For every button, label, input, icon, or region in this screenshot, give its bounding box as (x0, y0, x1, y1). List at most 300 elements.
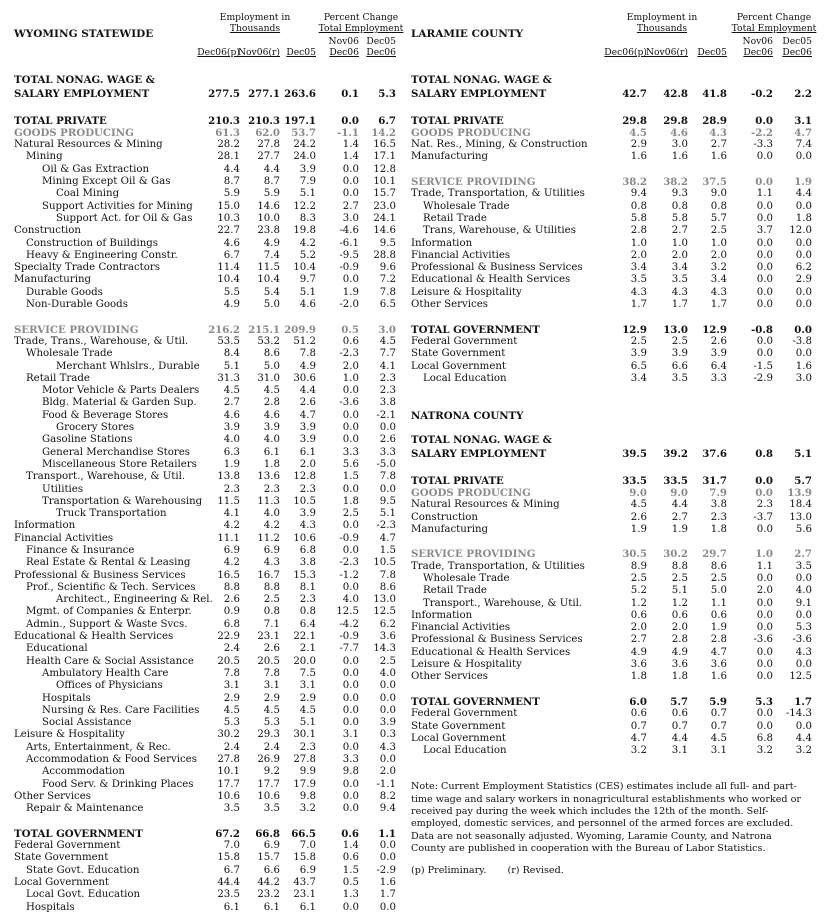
row-label: Federal Government (411, 708, 518, 720)
row-value: 42.7 (622, 88, 647, 101)
table-row (411, 671, 816, 683)
row-label: Information (411, 237, 473, 249)
table-row (411, 324, 816, 336)
row-value: 5.7 (670, 695, 688, 708)
row-value: 3.5 (630, 274, 647, 286)
row-value: 2.5 (671, 335, 688, 347)
row-label: Financial Activities (411, 622, 511, 634)
row-value: 3.5 (263, 803, 280, 815)
row-label: State Govt. Education (26, 864, 140, 876)
row-value: 17.7 (217, 778, 240, 790)
table-row (411, 225, 816, 237)
row-value: 10.1 (217, 766, 240, 778)
row-value: 14.2 (371, 126, 396, 139)
row-label: Other Services (411, 299, 488, 311)
row-value: 4.6 (263, 409, 280, 421)
row-value: 14.3 (373, 643, 396, 655)
row-value: 0.0 (379, 422, 396, 434)
row-spacer (411, 462, 816, 474)
row-value: 6.5 (630, 360, 647, 372)
row-label: Leisure & Hospitality (14, 729, 125, 741)
row-value: 1.1 (756, 560, 773, 572)
employment-label: Employment in (219, 12, 291, 23)
row-value: 3.1 (671, 745, 688, 757)
row-value: 3.4 (630, 372, 647, 384)
table-row (411, 188, 816, 200)
row-value: 5.9 (709, 695, 727, 708)
row-value: -2.0 (339, 299, 359, 311)
table-row (411, 88, 816, 102)
row-label: Local Government (411, 360, 507, 372)
row-value: 6.6 (263, 864, 280, 876)
row-value: 2.0 (630, 622, 647, 634)
row-label: Educational & Health Services (411, 646, 571, 658)
row-value: 4.4 (671, 732, 688, 744)
row-value: 1.6 (710, 671, 727, 683)
row-value: 3.1 (263, 680, 280, 692)
table-row (14, 668, 400, 680)
row-value: 30.2 (217, 729, 240, 741)
row-value: 4.3 (263, 557, 280, 569)
row-value: 5.6 (795, 523, 812, 535)
row-label: Motor Vehicle & Parts Dealers (42, 385, 200, 397)
row-value: 2.7 (710, 139, 727, 151)
row-label: Truck Transportation (56, 508, 167, 520)
table-row (411, 213, 816, 225)
row-value: 4.9 (299, 360, 316, 372)
row-value: 0.0 (342, 667, 359, 679)
nov06-label: Nov06 (742, 36, 773, 47)
row-value: 1.3 (342, 889, 359, 901)
row-value: 0.8 (710, 200, 727, 212)
row-value: 2.3 (756, 499, 773, 511)
row-value: 8.8 (263, 581, 280, 593)
row-value: 10.4 (257, 274, 280, 286)
row-value: 4.5 (379, 335, 396, 347)
row-value: 3.9 (299, 163, 316, 175)
row-value: 3.9 (223, 422, 240, 434)
table-row (411, 434, 816, 448)
row-value: 10.4 (217, 274, 240, 286)
row-label: GOODS PRODUCING (411, 486, 531, 499)
row-value: 27.8 (293, 754, 316, 766)
row-value: 22.1 (293, 631, 316, 643)
table-row (411, 238, 816, 250)
row-value: 8.7 (263, 176, 280, 188)
row-value: 1.7 (710, 299, 727, 311)
row-value: 4.9 (223, 299, 240, 311)
row-value: -6.1 (339, 237, 359, 249)
row-value: 2.4 (263, 741, 280, 753)
row-value: 6.8 (756, 732, 773, 744)
row-value: 33.5 (622, 474, 647, 487)
row-value: 0.0 (756, 237, 773, 249)
row-value: 31.0 (257, 372, 280, 384)
col-header: Dec06(p) (604, 47, 647, 58)
row-value: 2.8 (671, 634, 688, 646)
row-value: 6.3 (223, 446, 240, 458)
col-header: Dec06 (366, 47, 396, 58)
row-label: State Government (14, 852, 109, 864)
row-label: State Government (411, 348, 506, 360)
row-value: 10.3 (217, 212, 240, 224)
row-value: 0.1 (341, 88, 359, 101)
row-value: 28.9 (702, 114, 727, 127)
row-value: -2.9 (753, 372, 773, 384)
row-value: 44.4 (217, 877, 240, 888)
table-row (14, 287, 400, 299)
table-row (14, 545, 400, 557)
row-value: 4.2 (223, 557, 240, 569)
row-value: 1.5 (379, 544, 396, 556)
row-value: -1.5 (753, 360, 773, 372)
row-value: 16.5 (373, 139, 396, 151)
row-value: 8.6 (263, 348, 280, 360)
row-value: 0.0 (795, 299, 812, 311)
row-value: 66.8 (255, 827, 280, 840)
row-value: 8.6 (710, 560, 727, 572)
row-value: 277.1 (248, 88, 280, 101)
row-value: 17.9 (293, 778, 316, 790)
row-spacer (14, 62, 400, 74)
row-value: 2.0 (710, 249, 727, 261)
row-value: 5.0 (710, 585, 727, 597)
table-row (14, 557, 400, 569)
row-value: 0.7 (710, 708, 727, 720)
row-value: 10.6 (293, 532, 316, 544)
row-value: 19.8 (293, 225, 316, 237)
table-row (14, 508, 400, 520)
row-value: 5.1 (794, 448, 812, 461)
row-value: -3.6 (753, 634, 773, 646)
row-value: -3.8 (792, 335, 812, 347)
table-row (411, 598, 816, 610)
row-value: 197.1 (284, 114, 316, 127)
row-value: 2.7 (630, 634, 647, 646)
row-label: Information (14, 520, 76, 532)
row-value: 20.0 (293, 655, 316, 667)
table-row (411, 548, 816, 560)
row-value: 18.4 (789, 499, 812, 511)
row-value: 6.7 (223, 249, 240, 261)
row-value: 0.0 (379, 680, 396, 692)
row-value: 9.7 (299, 274, 316, 286)
row-value: 6.9 (299, 864, 316, 876)
row-value: 1.0 (342, 372, 359, 384)
table-rows (14, 62, 400, 914)
row-value: 0.0 (342, 778, 359, 790)
table-row (14, 729, 400, 741)
table-row (14, 459, 400, 471)
pct-change-label: Percent Change (736, 12, 812, 23)
row-value: 38.2 (622, 176, 647, 189)
row-value: 4.4 (795, 188, 812, 200)
row-value: 3.9 (379, 717, 396, 729)
table-row (14, 201, 400, 213)
row-label: Food & Beverage Stores (42, 409, 169, 421)
row-value: 12.8 (373, 163, 396, 175)
row-spacer (411, 536, 816, 548)
row-value: 3.9 (299, 434, 316, 446)
row-value: 3.4 (630, 262, 647, 274)
row-value: 2.0 (299, 458, 316, 470)
row-value: 9.0 (629, 486, 647, 499)
row-value: 3.9 (710, 348, 727, 360)
row-value: 0.6 (630, 609, 647, 621)
row-value: 3.6 (710, 659, 727, 671)
table-row (14, 594, 400, 606)
row-value: 3.1 (223, 680, 240, 692)
row-label: Leisure & Hospitality (411, 659, 522, 671)
row-value: 0.0 (756, 572, 773, 584)
row-label: Social Assistance (42, 717, 132, 729)
row-value: 1.8 (671, 671, 688, 683)
row-label: Transport., Warehouse, & Util. (423, 597, 583, 609)
row-label: Financial Activities (411, 249, 511, 261)
row-value: 0.0 (379, 692, 396, 704)
row-value: 6.2 (379, 618, 396, 630)
row-value: 7.8 (379, 569, 396, 581)
row-spacer (14, 311, 400, 323)
row-value: 6.5 (379, 299, 396, 311)
row-value: 1.7 (630, 299, 647, 311)
row-label: Accommodation & Food Services (26, 754, 197, 766)
table-title: WYOMING STATEWIDE (14, 28, 154, 40)
row-value: 277.5 (208, 88, 240, 101)
row-value: 4.5 (223, 704, 240, 716)
row-value: 3.2 (710, 262, 727, 274)
row-value: 37.5 (702, 176, 727, 189)
row-value: 4.0 (342, 594, 359, 606)
row-value: 4.4 (263, 163, 280, 175)
row-value: 3.1 (794, 114, 812, 127)
row-value: 0.0 (756, 348, 773, 360)
row-value: 23.8 (257, 225, 280, 237)
row-value: 0.0 (756, 597, 773, 609)
row-value: 6.4 (710, 360, 727, 372)
row-value: 5.1 (299, 286, 316, 298)
row-value: 3.3 (710, 372, 727, 384)
row-value: 38.2 (663, 176, 688, 189)
row-value: 2.4 (223, 643, 240, 655)
row-value: -0.9 (339, 631, 359, 643)
employment-header (210, 12, 300, 34)
row-value: 4.5 (223, 385, 240, 397)
row-value: 0.0 (342, 483, 359, 495)
table-row (14, 705, 400, 717)
row-value: 1.9 (671, 523, 688, 535)
row-value: 27.8 (217, 754, 240, 766)
row-value: 7.4 (263, 249, 280, 261)
row-value: 30.5 (622, 548, 647, 561)
table-row (14, 643, 400, 655)
table-row (14, 373, 400, 385)
row-value: 4.3 (299, 520, 316, 532)
row-value: 22.9 (217, 631, 240, 643)
row-label: Local Government (411, 732, 507, 744)
row-spacer (411, 385, 816, 397)
row-label: Architect., Engineering & Rel. (56, 594, 213, 606)
row-value: 7.8 (379, 471, 396, 483)
row-value: 0.0 (795, 286, 812, 298)
row-value: 44.2 (257, 877, 280, 888)
table-row (411, 524, 816, 536)
row-value: 3.0 (342, 212, 359, 224)
row-value: 7.8 (379, 286, 396, 298)
table-row (411, 561, 816, 573)
row-value: 3.8 (299, 557, 316, 569)
row-value: 1.5 (342, 864, 359, 876)
row-value: 4.7 (710, 646, 727, 658)
row-label: TOTAL GOVERNMENT (411, 695, 540, 708)
row-value: 6.1 (299, 446, 316, 458)
row-label: Leisure & Hospitality (411, 286, 522, 298)
row-value: 11.2 (257, 532, 280, 544)
row-value: 4.2 (299, 237, 316, 249)
row-value: 2.6 (710, 335, 727, 347)
table-row (14, 471, 400, 483)
row-value: 3.9 (671, 348, 688, 360)
row-value: 3.3 (379, 446, 396, 458)
row-value: 16.5 (217, 569, 240, 581)
row-value: 3.3 (342, 754, 359, 766)
row-value: 0.5 (342, 877, 359, 888)
row-value: 9.8 (299, 790, 316, 802)
table-row (14, 754, 400, 766)
row-value: 1.1 (710, 597, 727, 609)
row-value: 1.0 (630, 237, 647, 249)
row-value: 8.9 (630, 560, 647, 572)
row-label: Trans, Warehouse, & Utilities (423, 225, 576, 237)
row-value: 7.8 (263, 667, 280, 679)
row-value: 9.4 (379, 803, 396, 815)
row-value: 5.5 (223, 286, 240, 298)
row-value: 0.7 (630, 720, 647, 732)
row-value: 4.6 (670, 126, 688, 139)
row-value: 67.2 (215, 827, 240, 840)
row-value: 6.4 (299, 618, 316, 630)
row-value: 4.0 (795, 585, 812, 597)
table-row (411, 622, 816, 634)
row-value: 14.6 (373, 225, 396, 237)
row-label: Wholesale Trade (26, 348, 113, 360)
row-value: 5.3 (755, 695, 773, 708)
row-value: -0.2 (751, 88, 773, 101)
row-value: 12.0 (789, 225, 812, 237)
row-value: 1.6 (710, 151, 727, 163)
row-value: 28.2 (217, 139, 240, 151)
row-value: 10.5 (373, 557, 396, 569)
row-value: 0.0 (755, 486, 773, 499)
row-value: 210.3 (248, 114, 280, 127)
row-value: 0.0 (756, 720, 773, 732)
row-value: 53.5 (217, 335, 240, 347)
row-value: 0.0 (756, 335, 773, 347)
row-label: Utilities (42, 483, 84, 495)
row-value: 4.4 (223, 163, 240, 175)
footnote-revised: (r) Revised. (507, 865, 564, 877)
row-label: Heavy & Engineering Constr. (26, 249, 178, 261)
table-row (14, 889, 400, 901)
row-value: 5.0 (263, 299, 280, 311)
row-value: 2.5 (342, 508, 359, 520)
row-value: 2.6 (630, 511, 647, 523)
row-value: 6.9 (223, 544, 240, 556)
table-row (14, 656, 400, 668)
row-value: 0.8 (671, 200, 688, 212)
pct-change-label: Percent Change (323, 12, 399, 23)
row-value: 2.7 (794, 548, 812, 561)
table-row (14, 299, 400, 311)
row-label: Wholesale Trade (423, 572, 510, 584)
row-value: 0.6 (630, 708, 647, 720)
row-value: 0.8 (755, 448, 773, 461)
row-value: 1.4 (342, 151, 359, 163)
table-row (14, 348, 400, 360)
row-value: 4.7 (299, 409, 316, 421)
row-value: 2.6 (263, 643, 280, 655)
table-row (14, 410, 400, 422)
table-row (14, 520, 400, 532)
row-label: Support Act. for Oil & Gas (56, 212, 193, 224)
row-value: 209.9 (284, 323, 316, 336)
row-value: -9.5 (339, 249, 359, 261)
row-value: 3.9 (630, 348, 647, 360)
row-value: 10.0 (257, 212, 280, 224)
row-value: 0.0 (342, 581, 359, 593)
row-value: 2.9 (223, 692, 240, 704)
row-value: 4.7 (630, 732, 647, 744)
table-row (14, 422, 400, 434)
thousands-label: Thousands (636, 23, 688, 34)
row-value: 6.7 (223, 864, 240, 876)
table-row (411, 659, 816, 671)
row-label: Grocery Stores (56, 422, 135, 434)
row-value: 15.8 (217, 852, 240, 864)
table-row (14, 225, 400, 237)
row-spacer (411, 397, 816, 409)
row-value: 1.0 (671, 237, 688, 249)
row-spacer (411, 422, 816, 434)
row-value: 4.6 (223, 237, 240, 249)
row-value: 41.8 (702, 88, 727, 101)
row-value: 0.8 (630, 200, 647, 212)
table-row (411, 176, 816, 188)
row-value: 9.1 (795, 597, 812, 609)
row-value: 0.0 (795, 572, 812, 584)
row-value: -3.6 (339, 397, 359, 409)
row-value: 2.3 (299, 741, 316, 753)
table-row (14, 88, 400, 102)
row-label: TOTAL PRIVATE (14, 114, 107, 127)
row-value: 3.5 (223, 803, 240, 815)
table-title: LARAMIE COUNTY (411, 28, 524, 40)
row-value: 9.2 (263, 766, 280, 778)
row-value: 2.0 (342, 360, 359, 372)
row-value: 2.0 (671, 622, 688, 634)
row-value: 0.7 (710, 720, 727, 732)
row-value: 15.7 (257, 852, 280, 864)
table-row (411, 512, 816, 524)
table-row (411, 274, 816, 286)
row-value: 0.3 (379, 729, 396, 741)
dec05-label: Dec05 (782, 36, 812, 47)
table-header (411, 12, 816, 62)
row-value: 12.9 (702, 323, 727, 336)
row-value: 2.3 (710, 511, 727, 523)
row-value: 2.3 (299, 594, 316, 606)
row-value: 0.0 (379, 852, 396, 864)
